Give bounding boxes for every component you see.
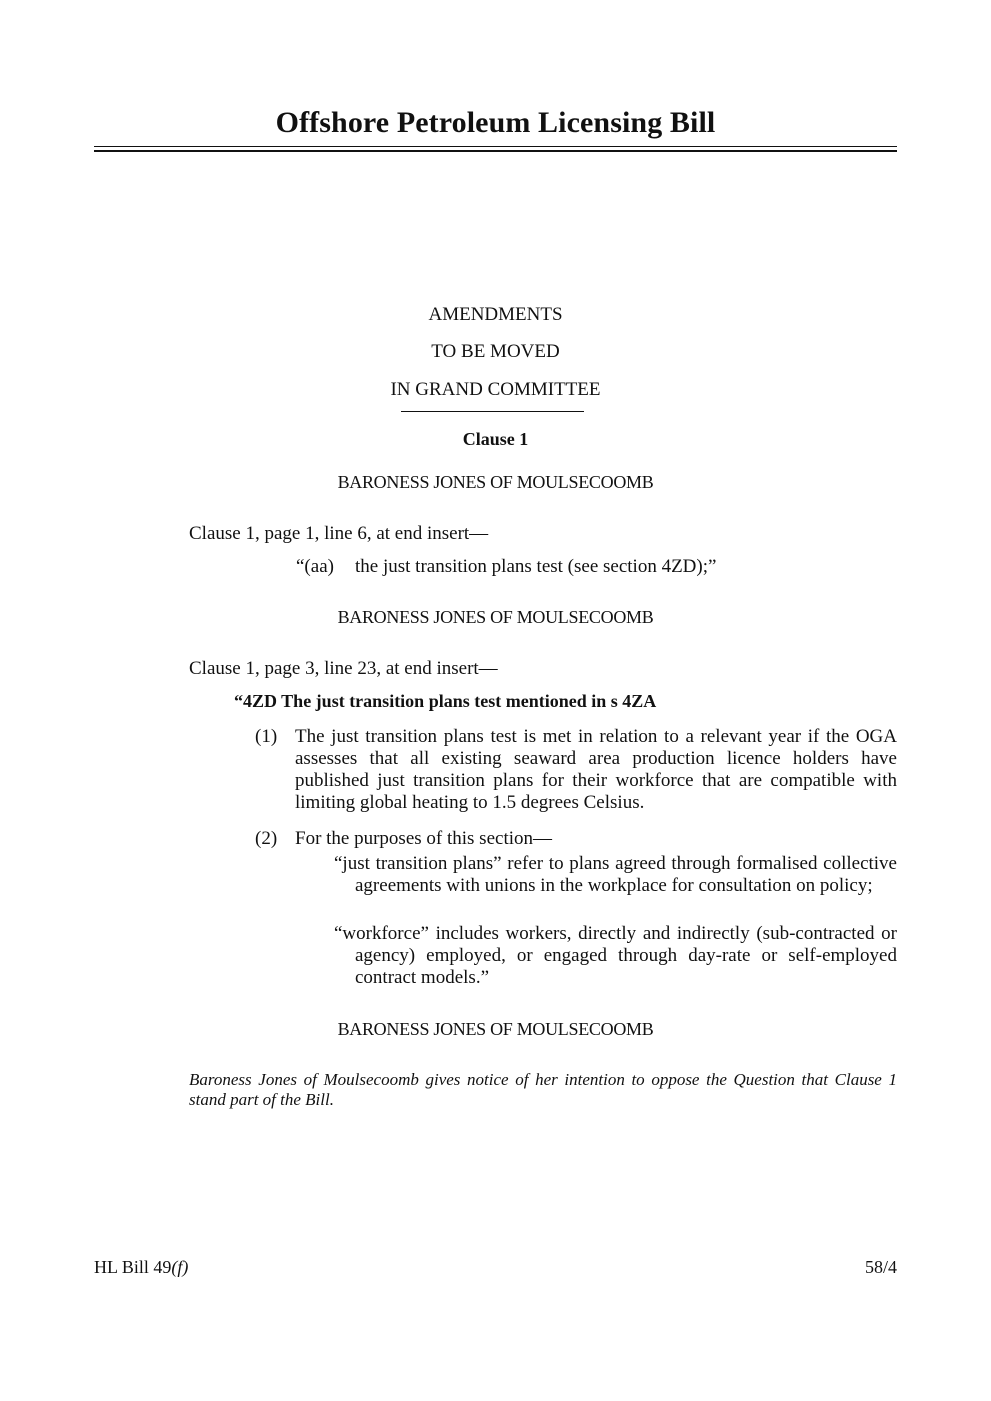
- bill-reference-suffix: (f): [171, 1257, 189, 1277]
- stand-part-notice: Baroness Jones of Moulsecoomb gives notice of her intention to oppose the Question that Clause 1 stand part of the Bill.: [189, 1070, 897, 1109]
- clause-heading: Clause 1: [462, 429, 529, 449]
- mover-name-1: BARONESS JONES OF MOULSECOOMB: [337, 472, 654, 492]
- bill-reference-prefix: HL Bill 49: [94, 1257, 172, 1277]
- subsection-1-text: The just transition plans test is met in relation to a relevant year if the OGA assesses that all existing seaward area production licence holders have published just transition plans for their workforce that are compatible with limiting global heating to 1.5 degrees Celsius.: [295, 726, 897, 813]
- heading-amendments: AMENDMENTS: [428, 304, 563, 325]
- mover-name-3: BARONESS JONES OF MOULSECOOMB: [337, 1019, 654, 1039]
- title-rule-thin: [94, 146, 897, 147]
- page-reference: 58/4: [864, 1257, 897, 1277]
- mover-name-2: BARONESS JONES OF MOULSECOOMB: [337, 607, 654, 627]
- bill-title: Offshore Petroleum Licensing Bill: [275, 106, 716, 139]
- heading-divider: [401, 411, 584, 412]
- heading-grand-committee: IN GRAND COMMITTEE: [390, 379, 601, 400]
- title-rule-thick: [94, 150, 897, 152]
- heading-to-be-moved: TO BE MOVED: [431, 341, 560, 362]
- bill-reference: [94, 1257, 188, 1278]
- amendment-1-instruction: Clause 1, page 1, line 6, at end insert—: [189, 523, 489, 544]
- subsection-2-number: (2): [255, 828, 278, 849]
- amendment-1-label: “(aa): [296, 556, 334, 577]
- subsection-1-number: (1): [255, 726, 278, 747]
- definition-workforce: “workforce” includes workers, directly and indirectly (sub-contracted or agency) employed, or engaged through day-rate or self-employed contract models.”: [334, 923, 897, 988]
- amendment-1-inserted-text: the just transition plans test (see section 4ZD);”: [355, 556, 717, 577]
- definition-just-transition-plans: “just transition plans” refer to plans agreed through formalised collective agreements with unions in the workplace for consultation on policy;: [334, 853, 897, 896]
- new-section-heading: “4ZD The just transition plans test mentioned in s 4ZA: [234, 691, 657, 711]
- amendment-2-instruction: Clause 1, page 3, line 23, at end insert—: [189, 658, 498, 679]
- subsection-2-intro: For the purposes of this section—: [295, 828, 553, 849]
